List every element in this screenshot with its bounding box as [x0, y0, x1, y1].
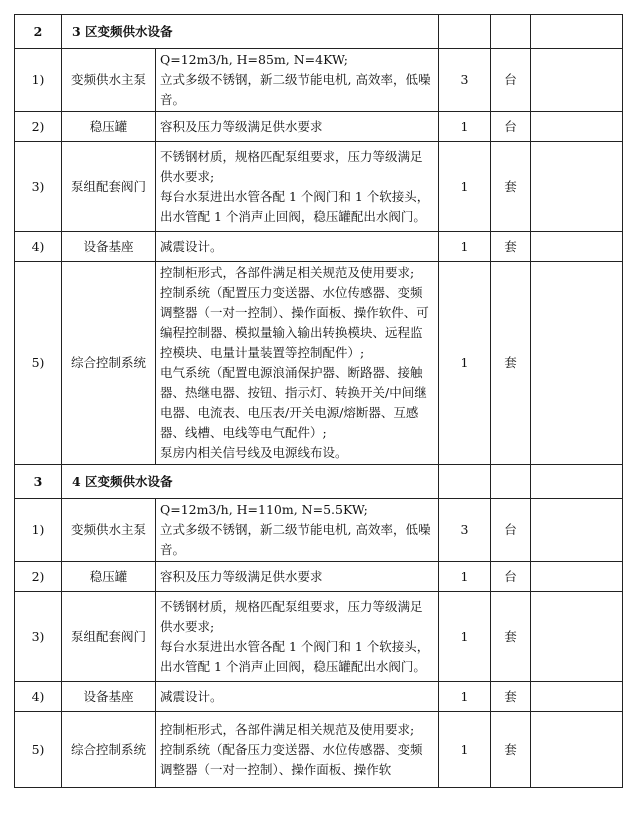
section-header-row — [15, 465, 623, 499]
item-description — [156, 562, 439, 592]
item-number: 1) — [15, 499, 62, 562]
empty-cell — [491, 465, 531, 499]
item-unit: 套 — [491, 712, 531, 788]
description-line: 控制系统（配备压力变送器、水位传感器、变频调整器（一对一控制）、操作面板、操作软 — [160, 741, 423, 777]
item-remarks — [531, 232, 623, 262]
item-quantity: 1 — [439, 112, 491, 142]
item-unit: 套 — [491, 232, 531, 262]
item-remarks — [531, 562, 623, 592]
section-title: 3 区变频供水设备 — [62, 15, 439, 49]
item-description — [156, 112, 439, 142]
table-row — [15, 142, 623, 232]
item-quantity: 1 — [439, 712, 491, 788]
description-line: 控制系统（配置压力变送器、水位传感器、变频调整器（一对一控制）、操作面板、操作软件、可编程控制器、模拟量输入输出转换模块、远程监控模块、电量计量装置等控制配件）; — [160, 285, 429, 360]
item-number: 2) — [15, 562, 62, 592]
empty-cell — [531, 465, 623, 499]
item-unit: 套 — [491, 682, 531, 712]
item-name: 综合控制系统 — [62, 262, 156, 465]
item-name: 综合控制系统 — [62, 712, 156, 788]
item-name: 变频供水主泵 — [62, 499, 156, 562]
item-unit: 台 — [491, 499, 531, 562]
item-name: 泵组配套阀门 — [62, 142, 156, 232]
item-unit: 套 — [491, 592, 531, 682]
section-number: 2 — [15, 15, 62, 49]
item-quantity: 1 — [439, 142, 491, 232]
description-line: 每台水泵进出水管各配 1 个阀门和 1 个软接头，出水管配 1 个消声止回阀，稳压罐配出水阀门。 — [160, 188, 430, 224]
item-quantity: 3 — [439, 49, 491, 112]
item-description — [156, 499, 439, 562]
item-description — [156, 262, 439, 465]
item-quantity: 3 — [439, 499, 491, 562]
item-remarks — [531, 142, 623, 232]
table-row — [15, 682, 623, 712]
item-quantity: 1 — [439, 682, 491, 712]
item-description — [156, 49, 439, 112]
table-row — [15, 562, 623, 592]
item-unit: 台 — [491, 562, 531, 592]
description-line: 容积及压力等级满足供水要求 — [160, 568, 323, 584]
item-description — [156, 592, 439, 682]
item-remarks — [531, 49, 623, 112]
item-name: 稳压罐 — [62, 562, 156, 592]
item-number: 4) — [15, 232, 62, 262]
item-number: 3) — [15, 592, 62, 682]
description-line: 减震设计。 — [160, 238, 223, 254]
item-quantity: 1 — [439, 562, 491, 592]
item-name: 设备基座 — [62, 232, 156, 262]
item-remarks — [531, 112, 623, 142]
description-line: 立式多级不锈钢，新二级节能电机, 高效率，低噪音。 — [160, 522, 431, 557]
description-line: 控制柜形式，各部件满足相关规范及使用要求; — [160, 265, 415, 280]
item-name: 稳压罐 — [62, 112, 156, 142]
item-quantity: 1 — [439, 592, 491, 682]
description-line: 电气系统（配置电源浪涌保护器、断路器、接触器、热继电器、按钮、指示灯、转换开关/中间继电器、电流表、电压表/开关电源/熔断器、互感器、线槽、电线等电气配件）; — [160, 365, 427, 440]
item-remarks — [531, 592, 623, 682]
item-name: 设备基座 — [62, 682, 156, 712]
item-quantity: 1 — [439, 262, 491, 465]
item-remarks — [531, 682, 623, 712]
description-line: 不锈钢材质，规格匹配泵组要求，压力等级满足供水要求; — [160, 148, 423, 184]
item-description — [156, 682, 439, 712]
item-name: 变频供水主泵 — [62, 49, 156, 112]
empty-cell — [439, 15, 491, 49]
item-unit: 台 — [491, 112, 531, 142]
equipment-spec-table — [14, 14, 623, 788]
item-name: 泵组配套阀门 — [62, 592, 156, 682]
item-unit: 台 — [491, 49, 531, 112]
item-quantity: 1 — [439, 232, 491, 262]
item-unit: 套 — [491, 142, 531, 232]
item-description — [156, 712, 439, 788]
description-line: 不锈钢材质，规格匹配泵组要求，压力等级满足供水要求; — [160, 598, 423, 634]
item-number: 2) — [15, 112, 62, 142]
table-row — [15, 499, 623, 562]
description-line: 容积及压力等级满足供水要求 — [160, 118, 323, 134]
description-line: Q=12m3/h, H=85m, N=4KW; — [160, 52, 348, 67]
empty-cell — [491, 15, 531, 49]
table-row — [15, 49, 623, 112]
section-header-row — [15, 15, 623, 49]
description-line: 立式多级不锈钢，新二级节能电机, 高效率，低噪音。 — [160, 72, 431, 107]
table-row — [15, 712, 623, 788]
item-remarks — [531, 262, 623, 465]
table-row — [15, 592, 623, 682]
description-line: 减震设计。 — [160, 688, 223, 704]
description-line: 控制柜形式，各部件满足相关规范及使用要求; — [160, 721, 415, 737]
item-number: 5) — [15, 712, 62, 788]
table-row — [15, 262, 623, 465]
spec-table-body — [15, 15, 623, 788]
table-row — [15, 232, 623, 262]
item-number: 5) — [15, 262, 62, 465]
item-remarks — [531, 712, 623, 788]
item-remarks — [531, 499, 623, 562]
section-number: 3 — [15, 465, 62, 499]
description-line: 每台水泵进出水管各配 1 个阀门和 1 个软接头，出水管配 1 个消声止回阀，稳压罐配出水阀门。 — [160, 638, 430, 674]
empty-cell — [439, 465, 491, 499]
item-number: 4) — [15, 682, 62, 712]
table-row — [15, 112, 623, 142]
item-description — [156, 232, 439, 262]
item-number: 1) — [15, 49, 62, 112]
item-description — [156, 142, 439, 232]
section-title: 4 区变频供水设备 — [62, 465, 439, 499]
description-line: 泵房内相关信号线及电源线布设。 — [160, 445, 348, 460]
item-number: 3) — [15, 142, 62, 232]
description-line: Q=12m3/h, H=110m, N=5.5KW; — [160, 502, 368, 517]
empty-cell — [531, 15, 623, 49]
item-unit: 套 — [491, 262, 531, 465]
